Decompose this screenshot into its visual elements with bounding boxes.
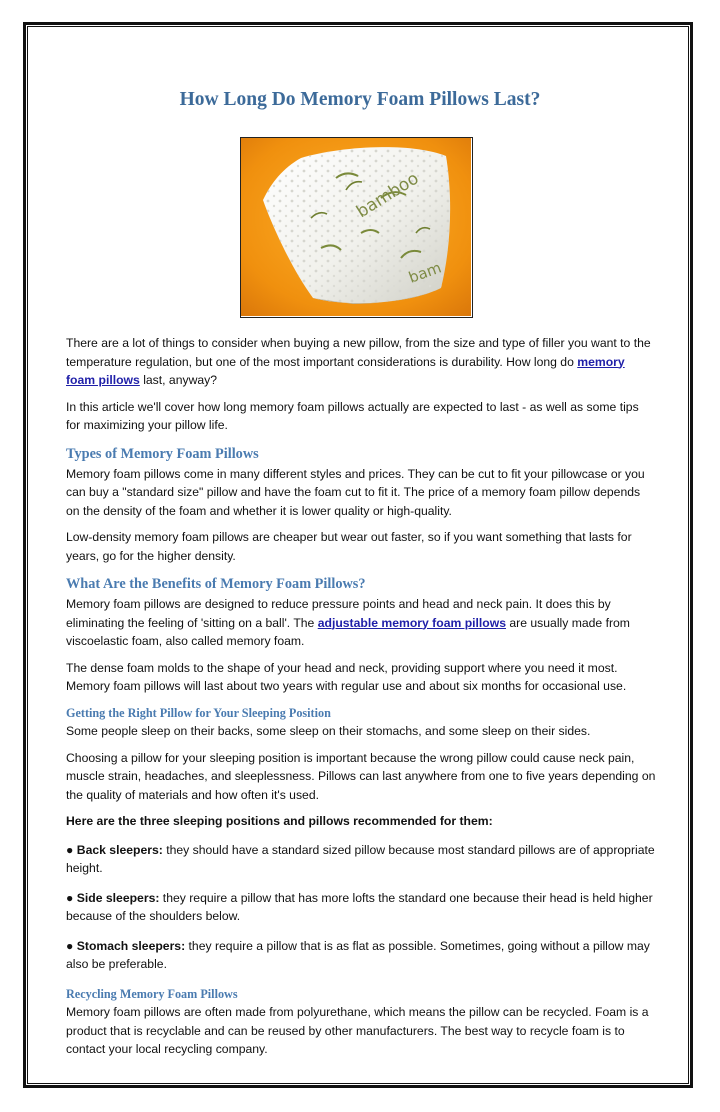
pillow-brand-text: bamboo xyxy=(353,168,423,223)
sleeping-positions-lead: Here are the three sleeping positions and pillows recommended for them: xyxy=(66,814,493,828)
benefits-paragraph-2: The dense foam molds to the shape of your head and neck, providing support where you need it most. Memory foam pillows will last about two years with regular use and about six months for occasional use. xyxy=(66,660,627,693)
recycling-heading: Recycling Memory Foam Pillows xyxy=(66,986,238,1001)
svg-text:bam: bam xyxy=(406,258,444,287)
intro-paragraph-2: In this article we'll cover how long memory foam pillows actually are expected to last - as well as some tips for maximizing your pillow life. xyxy=(66,399,639,432)
adjustable-pillows-link[interactable]: adjustable memory foam pillows xyxy=(317,615,506,630)
types-paragraph-1: Memory foam pillows come in many different styles and prices. They can be cut to fit your pillowcase or you can buy a "standard size" pillow and have the foam cut to fit it. The price of a memory foam pillow depends on the density of the foam and whether it is lower quality or high-quality. xyxy=(66,466,645,518)
sleeping-position-heading: Getting the Right Pillow for Your Sleeping Position xyxy=(66,705,331,720)
bullet-side-sleepers: ● Side sleepers: they require a pillow that has more lofts the standard one because their head is held higher because of the shoulders below. xyxy=(66,890,653,923)
pillow-photo xyxy=(240,137,473,318)
types-paragraph-2: Low-density memory foam pillows are cheaper but wear out faster, so if you want something that lasts for years, go for the higher density. xyxy=(66,530,632,563)
bullet-stomach-sleepers: ● Stomach sleepers: they require a pillow that is as flat as possible. Sometimes, going without a pillow may also be preferable. xyxy=(66,938,650,971)
recycling-paragraph: Memory foam pillows are often made from polyurethane, which means the pillow can be recycled. Foam is a product that is recyclable and can be reused by other manufacturers. The best way to recycle foam is to contact your local recycling company. xyxy=(66,1005,649,1056)
intro-paragraph-1: There are a lot of things to consider when buying a new pillow, from the size and type of filler you want to the temperature regulation, but one of the most important considerations is durability. How long do memory foam pillows last, anyway? xyxy=(66,336,651,387)
benefits-heading: What Are the Benefits of Memory Foam Pillows? xyxy=(66,576,366,592)
sleeping-paragraph-1: Some people sleep on their backs, some sleep on their stomachs, and some sleep on their sides. xyxy=(66,724,591,738)
bullet-back-sleepers: ● Back sleepers: they should have a standard sized pillow because most standard pillows are of appropriate height. xyxy=(66,842,655,875)
memory-foam-pillows-link[interactable]: memory foam pillows xyxy=(66,354,625,387)
types-heading: Types of Memory Foam Pillows xyxy=(66,445,259,462)
page-title: How Long Do Memory Foam Pillows Last? xyxy=(179,89,541,110)
sleeping-paragraph-2: Choosing a pillow for your sleeping position is important because the wrong pillow could cause neck pain, muscle strain, headaches, and sleeplessness. Pillows can last anywhere from one to five years depending on the quality of materials and how often it's used. xyxy=(66,750,656,802)
benefits-paragraph-1: Memory foam pillows are designed to reduce pressure points and head and neck pain. It does this by eliminating the feeling of 'sitting on a ball'. The adjustable memory foam pillows are usually made from viscoelastic foam, also called memory foam. xyxy=(66,597,630,648)
article-body xyxy=(66,334,656,1067)
